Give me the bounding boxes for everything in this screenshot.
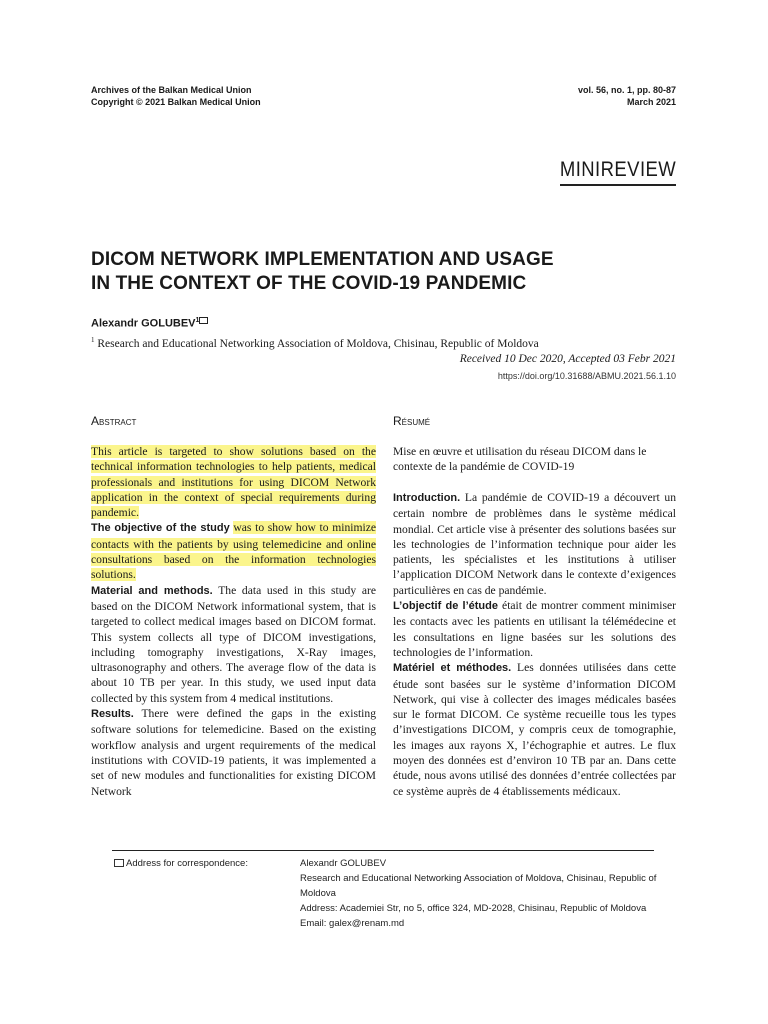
journal-name: Archives of the Balkan Medical Union bbox=[91, 85, 252, 95]
author-name: Alexandr GOLUBEV bbox=[91, 317, 196, 330]
author-line bbox=[91, 317, 208, 330]
volume-info: vol. 56, no. 1, pp. 80-87 bbox=[577, 85, 676, 95]
abstract-heading-rest: bstract bbox=[99, 416, 137, 428]
resume-body bbox=[393, 490, 676, 799]
article-title bbox=[91, 248, 691, 296]
affiliation-sup: 1 bbox=[91, 336, 95, 344]
correspondence-email[interactable]: Email: galex@renam.md bbox=[300, 918, 405, 929]
resume-heading-rest: ésumé bbox=[401, 416, 431, 428]
affiliation-text: Research and Educational Networking Association of Moldova, Chisinau, Republic of Moldova bbox=[97, 337, 539, 350]
correspondence-label: Address for correspondence: bbox=[126, 858, 248, 869]
resume-intro-text: La pandémie de COVID-19 a découvert un certain nombre de problèmes dans le système médical mondial. Cet article vise à présenter des solutions basées sur les technologies de l’information technique pour aider les patients, les spécialistes et les institutions à utiliser l’application DICOM Network dans le contexte d’exigences particulières en cas de pandémie. bbox=[393, 491, 676, 597]
abstract-intro: This article is targeted to show solutions based on the technical information technologies to help patients, medical professionals and institutions for using DICOM Network application in the context of special requirements during pandemic. bbox=[91, 445, 376, 520]
correspondence-name: Alexandr GOLUBEV bbox=[300, 858, 387, 869]
title-line-2: IN THE CONTEXT OF THE COVID-19 PANDEMIC bbox=[91, 273, 527, 294]
correspondence-address: Address: Academiei Str, no 5, office 324, MD-2028, Chisinau, Republic of Moldova bbox=[300, 903, 647, 914]
article-type: MINIREVIEW bbox=[559, 158, 676, 181]
abstract-heading-initial: A bbox=[91, 414, 100, 428]
copyright-line: Copyright © 2021 Balkan Medical Union bbox=[91, 97, 261, 107]
resume-intro-label: Introduction. bbox=[393, 492, 461, 504]
article-type-rule bbox=[560, 184, 676, 186]
envelope-icon bbox=[114, 859, 124, 867]
doi-link[interactable]: https://doi.org/10.31688/ABMU.2021.56.1.10 bbox=[497, 371, 676, 381]
resume-material-label: Matériel et méthodes. bbox=[393, 662, 512, 675]
received-dates: Received 10 Dec 2020, Accepted 03 Febr 2021 bbox=[459, 353, 676, 365]
abstract-material-label: Material and methods. bbox=[91, 584, 213, 597]
resume-material-text: Les données utilisées dans cette étude sont basées sur le système d’information DICOM Network, qui vise à collecter des images médicales basées sur le format DICOM. Ce système recueille tous les types d’investigations DICOM, y compris ceux de tomographie, les images aux rayons X, l’échographie et autres. Le flux moyen des données est d’environ 10 TB par an. Dans cette étude, nous avons utilisé des données d’entrée collectées par ce système auprès de 4 établissements médicaux. bbox=[393, 661, 677, 798]
correspondence-details bbox=[300, 856, 660, 931]
resume-objective-text: était de montrer comment minimiser les contacts avec les patients en utilisant la télémédecine et les consultations en ligne basées sur les solutions des technologies de l’information. bbox=[393, 599, 676, 659]
resume-heading-initial: R bbox=[393, 414, 402, 428]
abstract-results-text: There were defined the gaps in the existing software solutions for telemedicine. Based on the existing workflow analysis and urgent requirements of the medical institutions with COVID-19 patients, it was implemented a set of new modules and functionalities for existing DICOM Network bbox=[91, 707, 376, 798]
abstract-results-label: Results. bbox=[91, 708, 134, 721]
abstract-heading bbox=[91, 414, 376, 428]
abstract-objective-text: was to show how to minimize contacts with the patients by using telemedicine and online consultations based on the information technologies solutions. bbox=[91, 521, 377, 582]
footnote-rule bbox=[112, 850, 654, 851]
abstract-material-text: The data used in this study are based on the DICOM Network informational system, that is targeted to collect medical images based on DICOM format. This system collects all type of DICOM investigations, including tomography investigations, X-Ray images, ultrasonography and others. The average flow of the data is about 10 TB per year. In this study, we used input data collected by this system from 4 medical institutions. bbox=[91, 583, 376, 705]
abstract-body bbox=[91, 444, 376, 799]
resume-heading bbox=[393, 414, 676, 428]
author-affil-sup: 1 bbox=[195, 317, 200, 324]
correspondence-label-block bbox=[114, 856, 248, 871]
abstract-objective-label: The objective of the study bbox=[91, 522, 230, 535]
resume-objective-label: L’objectif de l’étude bbox=[393, 600, 498, 613]
envelope-icon bbox=[199, 317, 208, 324]
correspondence-org: Research and Educational Networking Association of Moldova, Chisinau, Republic of Moldova bbox=[300, 873, 657, 899]
issue-date: March 2021 bbox=[626, 97, 676, 107]
journal-header bbox=[91, 84, 261, 108]
title-line-1: DICOM NETWORK IMPLEMENTATION AND USAGE bbox=[91, 249, 554, 270]
issue-info bbox=[578, 84, 676, 108]
affiliation bbox=[91, 336, 539, 350]
resume-title: Mise en œuvre et utilisation du réseau DICOM dans le contexte de la pandémie de COVID-19 bbox=[393, 445, 647, 474]
